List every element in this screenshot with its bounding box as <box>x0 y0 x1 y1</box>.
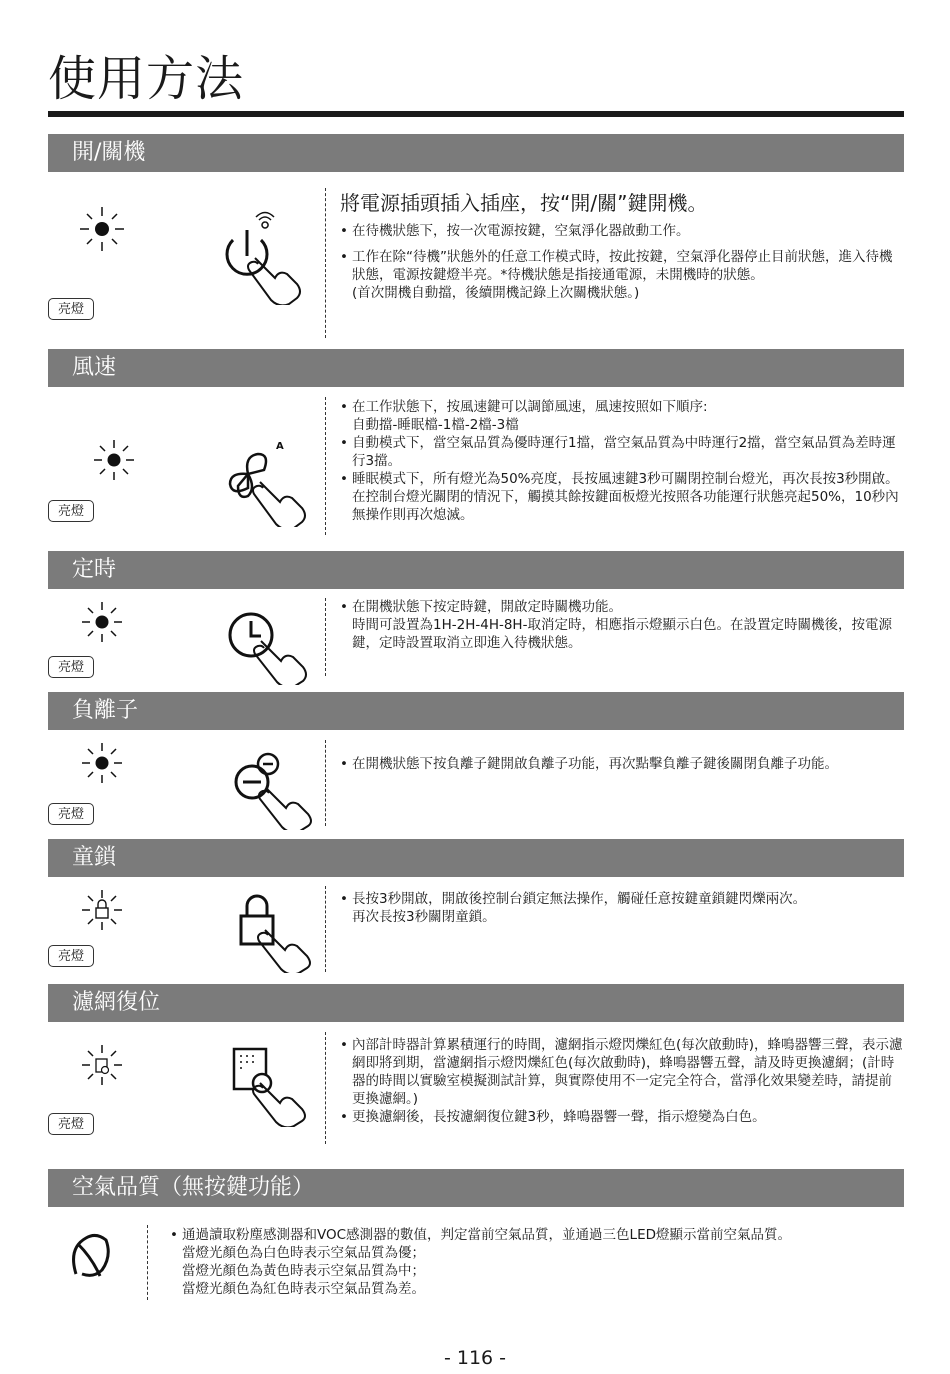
section-heading-child-lock: 童鎖 <box>48 839 904 877</box>
light-on-icon <box>80 741 124 785</box>
bullet-text: • 內部計時器計算累積運行的時間，濾網指示燈閃爍紅色(每次啟動時)，蜂鳴器響三聲，表示濾網即將到期，當濾網指示燈閃爍紅色(每次啟動時)，蜂鳴器響五聲，請及時更換濾網；(計時器的時間以實驗室模擬測試計算，與實際使用不一定完全符合，當淨化效果變差時，請提前更換濾網。) <box>340 1036 905 1108</box>
bullet-text: • 通過讀取粉塵感測器和VOC感測器的數值，判定當前空氣品質，並通過三色LED燈顯示當前空氣品質。 <box>170 1226 910 1244</box>
section-heading-timer: 定時 <box>48 551 904 589</box>
section-divider <box>325 740 326 826</box>
child-lock-detail-text: 再次長按3秒關閉童鎖。 <box>352 909 496 925</box>
bullet-text: • 長按3秒開啟，開啟後控制台鎖定無法操作，觸碰任意按鍵童鎖鍵閃爍兩次。 <box>340 890 905 908</box>
section-heading-power: 開/關機 <box>48 134 904 172</box>
section-heading-air-quality: 空氣品質（無按鍵功能） <box>48 1169 904 1207</box>
bullet-text: • 在開機狀態下按定時鍵，開啟定時關機功能。 <box>340 598 905 616</box>
fan-auto-mark: A <box>276 441 284 452</box>
bullet-text: • 更換濾網後，長按濾網復位鍵3秒，蜂鳴器響一聲，指示燈變為白色。 <box>340 1108 905 1126</box>
timer-detail-text: 時間可設置為1H-2H-4H-8H-取消定時，相應指示燈顯示白色。在設置定時關機後，按電源鍵，定時設置取消立即進入待機狀態。 <box>352 617 892 651</box>
bullet-text: • 睡眠模式下，所有燈光為50%亮度，長按風速鍵3秒可關閉控制台燈光，再次長按3秒開啟。在控制台燈光關閉的情況下，觸摸其餘按鍵面板燈光按照各功能運行狀態亮起50%，10秒內無操作則再次熄滅。 <box>340 470 905 524</box>
bullet-text: • 在工作狀態下，按風速鍵可以調節風速，風速按照如下順序: <box>340 398 905 416</box>
speed-order-text: 自動擋-睡眠檔-1檔-2檔-3檔 <box>352 417 519 433</box>
section-divider <box>325 886 326 972</box>
title-rule <box>48 111 904 117</box>
section-divider <box>325 397 326 535</box>
note-text: (首次開機自動擋，後續開機記錄上次關機狀態。) <box>352 285 640 301</box>
status-badge: 亮燈 <box>48 945 94 967</box>
section-heading-filter-reset: 濾網復位 <box>48 984 904 1022</box>
section-text-anion <box>340 755 905 773</box>
section-divider <box>325 598 326 676</box>
child-lock-button-icon <box>235 888 330 973</box>
power-button-icon <box>215 210 315 305</box>
section-text-fan-speed <box>340 398 905 524</box>
filter-reset-button-icon <box>230 1045 325 1127</box>
quality-line: 當燈光顏色為紅色時表示空氣品質為差。 <box>182 1281 425 1297</box>
quality-line: 當燈光顏色為黃色時表示空氣品質為中； <box>182 1263 425 1279</box>
bullet-text: • 在開機狀態下按負離子鍵開啟負離子功能，再次點擊負離子鍵後關閉負離子功能。 <box>340 755 905 773</box>
lock-light-icon <box>80 888 124 932</box>
bullet-text: • 工作在除“待機”狀態外的任意工作模式時，按此按鍵，空氣淨化器停止目前狀態，進入待機狀態，電源按鍵燈半亮。*待機狀態是指接通電源，未開機時的狀態。 <box>340 248 905 284</box>
section-heading-fan-speed: 風速 <box>48 349 904 387</box>
section-text-filter-reset <box>340 1036 905 1126</box>
timer-button-icon <box>225 605 320 685</box>
section-heading-anion: 負離子 <box>48 692 904 730</box>
light-on-icon <box>78 205 126 253</box>
bullet-text: • 在待機狀態下，按一次電源按鍵，空氣淨化器啟動工作。 <box>340 222 905 240</box>
bullet-text: • 自動模式下，當空氣品質為優時運行1擋，當空氣品質為中時運行2擋，當空氣品質為差時運行3擋。 <box>340 434 905 470</box>
fan-button-icon <box>220 432 320 527</box>
section-text-child-lock <box>340 890 905 926</box>
section-divider <box>325 188 326 338</box>
status-badge: 亮燈 <box>48 656 94 678</box>
status-badge: 亮燈 <box>48 1113 94 1135</box>
section-text-air-quality <box>170 1226 910 1298</box>
section-divider <box>147 1225 148 1300</box>
page-number: - 116 - <box>443 1347 507 1369</box>
section-text-timer <box>340 598 905 652</box>
page-title: 使用方法 <box>48 51 245 107</box>
anion-button-icon <box>230 750 325 830</box>
filter-light-icon <box>80 1043 124 1087</box>
light-on-icon <box>92 438 136 482</box>
status-badge: 亮燈 <box>48 500 94 522</box>
section-divider <box>325 1032 326 1144</box>
leaf-icon <box>66 1230 112 1282</box>
quality-line: 當燈光顏色為白色時表示空氣品質為優； <box>182 1245 425 1261</box>
light-on-icon <box>80 600 124 644</box>
section-text-power <box>340 190 905 302</box>
status-badge: 亮燈 <box>48 803 94 825</box>
status-badge: 亮燈 <box>48 298 94 320</box>
lead-text: 將電源插頭插入插座，按“開/關”鍵開機。 <box>340 191 708 215</box>
